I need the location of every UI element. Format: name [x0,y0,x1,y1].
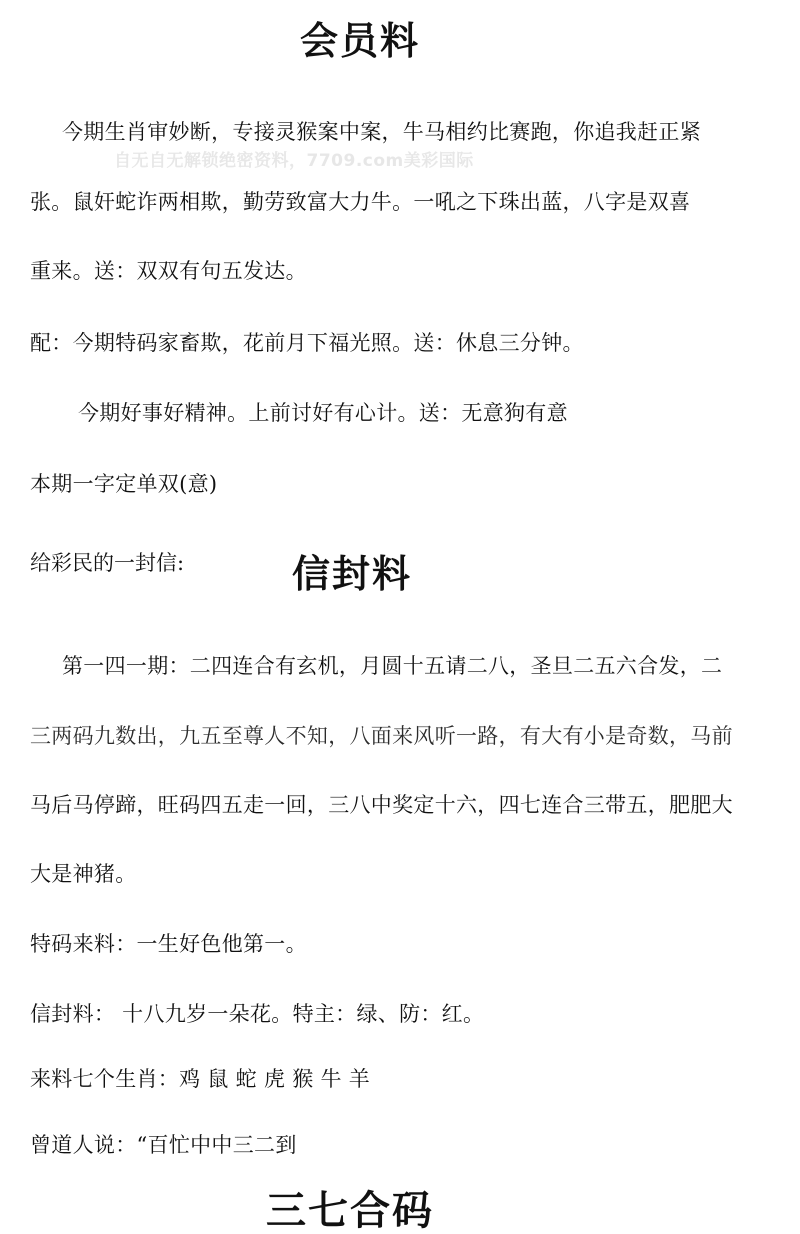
three-seven-combo-heading: 三七合码 [266,1187,434,1234]
seven-zodiac-line: 来料七个生肖：鸡 鼠 蛇 虎 猴 牛 羊 [30,1067,371,1091]
letter-paragraph-line-3: 马后马停蹄，旺码四五走一回，三八中奖定十六，四七连合三带五，肥肥大 [30,793,733,817]
match-line: 配：今期特码家畜欺，花前月下福光照。送：休息三分钟。 [30,331,584,355]
member-paragraph-line-2: 张。鼠奸蛇诈两相欺，勤劳致富大力牛。一吼之下珠出蓝，八字是双喜 [30,190,691,214]
letter-paragraph-line-4: 大是神猪。 [30,862,137,886]
good-things-line: 今期好事好精神。上前讨好有心计。送：无意狗有意 [78,401,568,425]
member-paragraph-line-1: 今期生肖审妙断，专接灵猴案中案，牛马相约比赛跑，你追我赶正紧 [62,120,701,144]
zeng-saying-line: 曾道人说：“百忙中中三二到 [30,1133,297,1157]
letter-paragraph-line-2: 三两码九数出，九五至尊人不知，八面来风听一路，有大有小是奇数，马前 [30,724,733,748]
member-paragraph-line-3: 重来。送：双双有句五发达。 [30,259,307,283]
member-material-heading: 会员料 [300,18,421,63]
letter-paragraph-line-1: 第一四一期：二四连合有玄机，月圆十五请二八，圣旦二五六合发，二 [62,654,723,678]
letter-intro: 给彩民的一封信: [30,551,185,575]
single-double-line: 本期一字定单双(意) [30,472,218,496]
special-source-line: 特码来料：一生好色他第一。 [30,932,307,956]
letter-material-heading: 信封料 [292,551,413,596]
letter-material-line: 信封料： 十八九岁一朵花。特主：绿、防：红。 [30,1002,485,1026]
watermark-text: 自无自无解锁绝密资料，7709.com美彩国际 [114,151,474,171]
